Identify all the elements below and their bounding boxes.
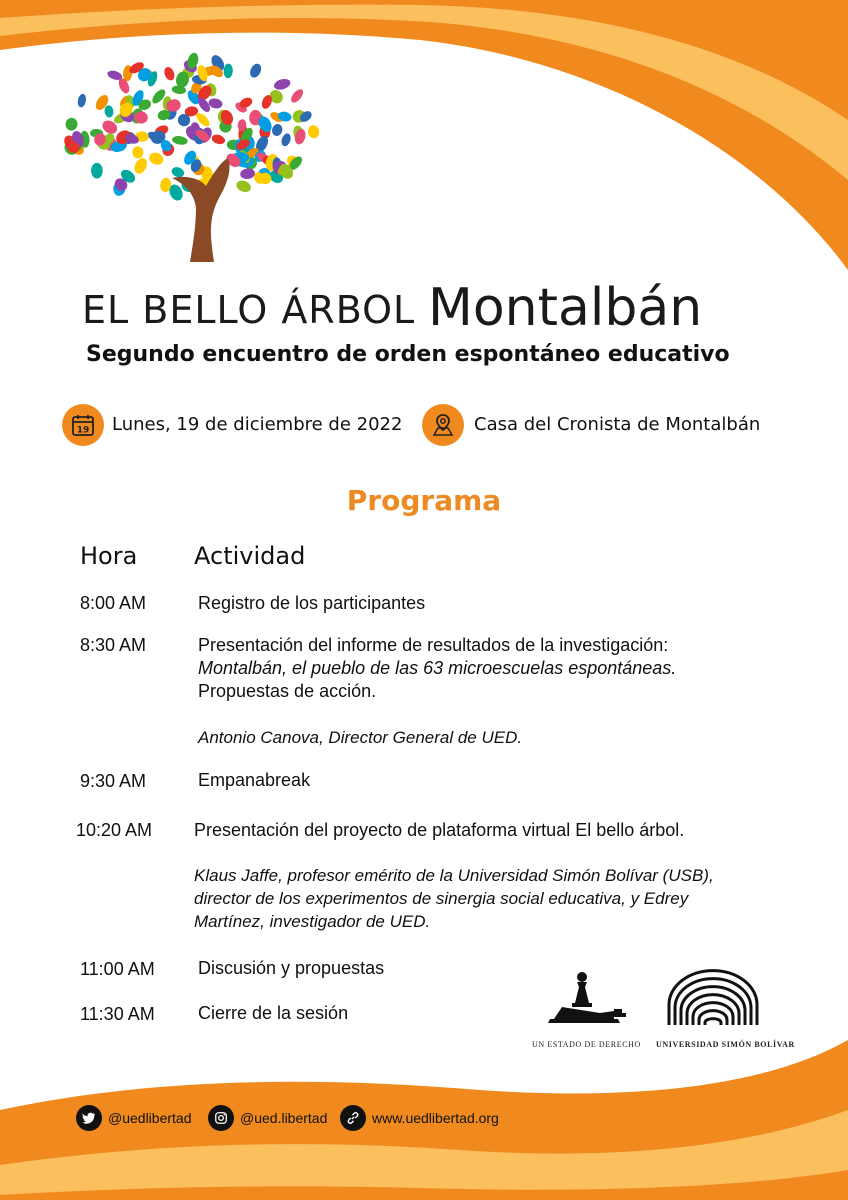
row-time: 8:00 AM bbox=[80, 593, 147, 613]
row-activity: Cierre de la sesión bbox=[198, 1003, 349, 1023]
leaf-hand bbox=[91, 163, 103, 179]
usb-caption: UNIVERSIDAD SIMÓN BOLÍVAR bbox=[656, 1040, 795, 1049]
title-right: Montalbán bbox=[428, 278, 703, 338]
row-activity-cont: Propuestas de acción. bbox=[198, 681, 377, 701]
leaf-hand bbox=[289, 87, 305, 105]
social-instagram[interactable] bbox=[208, 1105, 327, 1131]
instagram-handle: @ued.libertad bbox=[240, 1110, 328, 1126]
leaf-hand bbox=[132, 156, 149, 176]
row-speaker-line: Martínez, investigador de UED. bbox=[194, 912, 431, 931]
leaf-hand bbox=[223, 63, 233, 78]
row-time: 9:30 AM bbox=[80, 771, 147, 791]
leaf-hand bbox=[240, 168, 256, 180]
row-time: 11:30 AM bbox=[80, 1004, 155, 1024]
event-location: Casa del Cronista de Montalbán bbox=[474, 414, 761, 435]
social-website[interactable] bbox=[340, 1105, 499, 1131]
location-icon bbox=[422, 404, 464, 446]
usb-arc bbox=[705, 1019, 721, 1025]
ued-chess-logo bbox=[540, 965, 630, 1027]
leaf-hand bbox=[271, 123, 284, 137]
row-speaker: Antonio Canova, Director General de UED. bbox=[198, 728, 523, 747]
calendar-day: 19 bbox=[76, 425, 90, 436]
calendar-icon bbox=[62, 404, 104, 446]
leaf-hand bbox=[211, 133, 227, 146]
tree-logo bbox=[60, 50, 320, 270]
event-date: Lunes, 19 de diciembre de 2022 bbox=[112, 414, 403, 435]
leaf-hand bbox=[273, 77, 292, 91]
leaf-hand bbox=[280, 132, 293, 147]
leaf-hand bbox=[65, 117, 78, 131]
row-activity: Presentación del informe de resultados de la investigación: bbox=[198, 635, 669, 655]
row-time: 11:00 AM bbox=[80, 959, 155, 979]
leaf-hand bbox=[235, 178, 253, 194]
row-speaker-line: Klaus Jaffe, profesor emérito de la Universidad Simón Bolívar (USB), bbox=[194, 866, 714, 885]
leaf-hand bbox=[307, 124, 320, 139]
leaf-hand bbox=[171, 135, 188, 146]
row-activity: Registro de los participantes bbox=[198, 593, 426, 613]
social-twitter[interactable] bbox=[76, 1105, 192, 1131]
title-left: EL BELLO ÁRBOL bbox=[82, 288, 416, 332]
twitter-handle: @uedlibertad bbox=[108, 1110, 192, 1126]
row-time: 8:30 AM bbox=[80, 635, 147, 655]
usb-logo bbox=[666, 965, 760, 1029]
leaf-hand bbox=[104, 105, 114, 118]
leaf-hand bbox=[162, 66, 176, 82]
row-activity-italic: Montalbán, el pueblo de las 63 microescuelas espontáneas. bbox=[198, 658, 677, 678]
ued-caption: UN ESTADO DE DERECHO bbox=[532, 1040, 641, 1049]
column-header-time: Hora bbox=[80, 542, 138, 570]
link-icon bbox=[340, 1105, 366, 1131]
leaf-hand bbox=[208, 97, 224, 109]
instagram-icon bbox=[208, 1105, 234, 1131]
row-activity: Discusión y propuestas bbox=[198, 958, 385, 978]
column-header-activity: Actividad bbox=[194, 542, 306, 570]
leaf-hand bbox=[147, 151, 165, 167]
row-activity: Presentación del proyecto de plataforma virtual El bello árbol. bbox=[194, 820, 685, 840]
leaf-hand bbox=[248, 62, 263, 80]
program-title: Programa bbox=[346, 484, 502, 517]
row-time: 10:20 AM bbox=[76, 820, 153, 840]
leaf-hand bbox=[77, 93, 87, 108]
row-speaker-line: director de los experimentos de sinergia social educativa, y Edrey bbox=[194, 889, 689, 908]
website-url: www.uedlibertad.org bbox=[372, 1110, 499, 1126]
row-activity: Empanabreak bbox=[198, 770, 311, 790]
twitter-icon bbox=[76, 1105, 102, 1131]
leaf-hand bbox=[131, 146, 144, 160]
subtitle: Segundo encuentro de orden espontáneo educativo bbox=[86, 342, 730, 367]
